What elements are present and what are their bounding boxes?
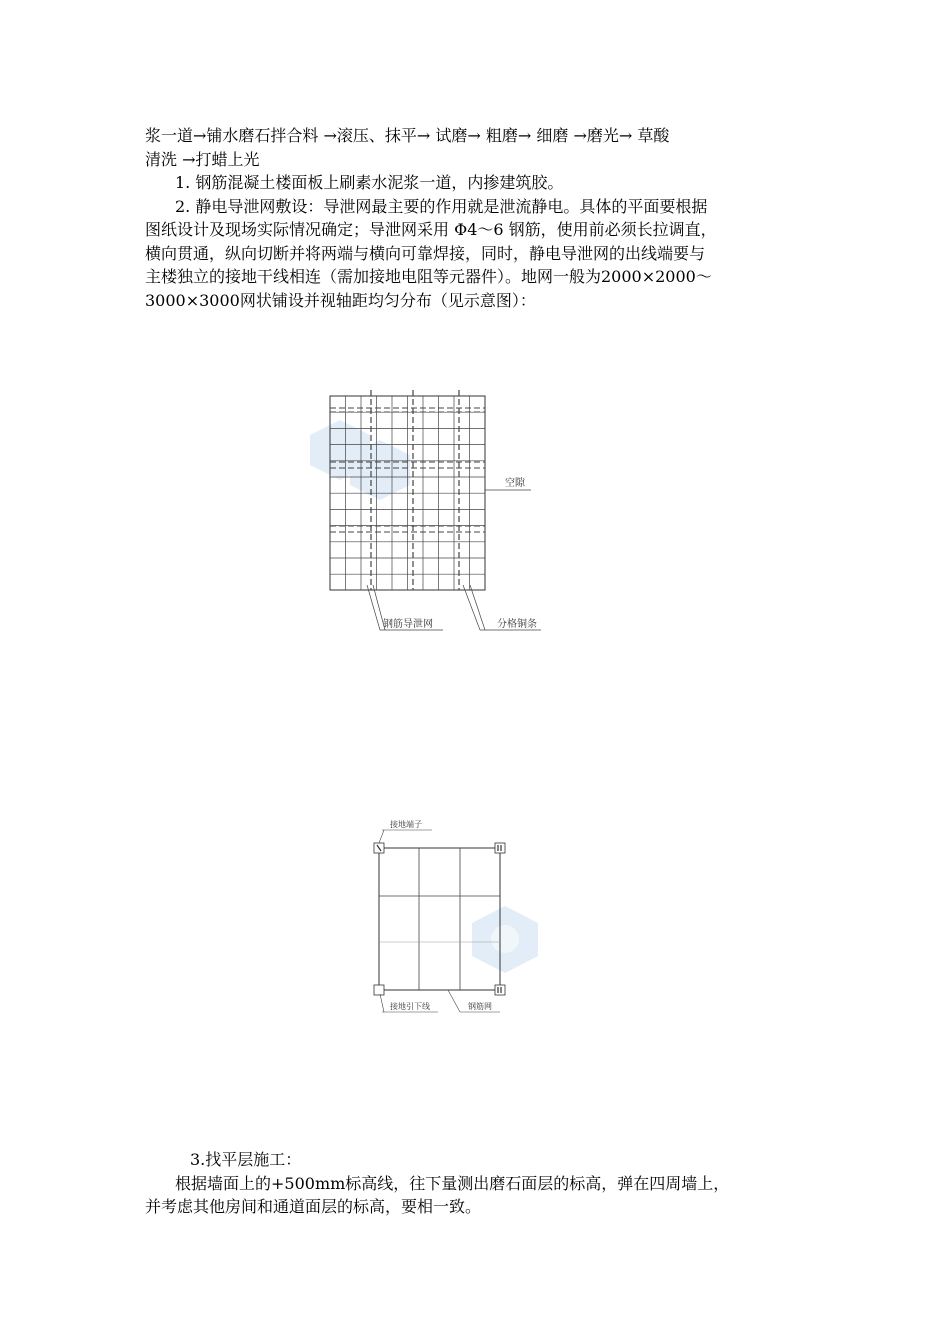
- mesh-grid: [330, 390, 485, 590]
- figure-grounding-mesh: [360, 808, 580, 1026]
- section-3-line-2: 并考虑其他房间和通道面层的标高，要相一致。: [145, 1197, 482, 1216]
- terminal-bottom-left: [374, 985, 384, 995]
- step-2-line-1: 2. 静电导泄网敷设：导泄网最主要的作用就是泄流静电。具体的平面要根据: [175, 196, 708, 216]
- section-3-line-1: 根据墙面上的+500mm标高线，往下量测出磨石面层的标高，弹在四周墙上，: [175, 1173, 730, 1193]
- step-2-line-2: 图纸设计及现场实际情况确定；导泄网采用 Φ4～6 钢筋，使用前必须长拉调直，: [145, 220, 717, 239]
- rebar-leader-1: [367, 585, 380, 630]
- step-2-line-5: 3000×3000网状铺设并视轴距均匀分布（见示意图）：: [145, 290, 536, 310]
- step-2-line-3: 横向贯通，纵向切断并将两端与横向可靠焊接，同时，静电导泄网的出线端要与: [145, 243, 706, 263]
- ground-terminal-label: 接地端子: [390, 820, 422, 829]
- ground-downlead-label: 接地引下线: [390, 1002, 430, 1011]
- rebar-net-label: 钢筋导泄网: [383, 619, 433, 630]
- paragraph-process-flow: [145, 124, 807, 312]
- section-3: [145, 1148, 807, 1219]
- terminal-leader: [379, 830, 384, 843]
- figure-conductive-mesh: [295, 380, 565, 640]
- step-2-line-4: 主楼独立的接地干线相连（需加接地电阻等元器件）。地网一般为2000×2000～: [145, 267, 712, 286]
- process-flow-line-2: 清洗 →打蜡上光: [145, 149, 260, 169]
- rebar-mesh-label: 钢筋网: [468, 1002, 492, 1011]
- watermark-icon: [472, 906, 538, 973]
- step-1-text: 1. 钢筋混凝土楼面板上刷素水泥浆一道，内掺建筑胶。: [175, 173, 564, 192]
- process-flow-line-1: 浆一道→铺水磨石拌合料 →滚压、抹平→ 试磨→ 粗磨→ 细磨 →磨光→ 草酸: [145, 126, 670, 145]
- copper-strip-label: 分格铜条: [497, 619, 537, 630]
- terminal-bottom-right: [495, 985, 505, 995]
- gap-label: 空隙: [505, 478, 525, 489]
- rebar-mesh-leader: [448, 990, 460, 1012]
- downlead-leader: [380, 994, 384, 1012]
- section-3-heading: 3.找平层施工：: [190, 1150, 302, 1169]
- terminal-top-right: [495, 843, 505, 853]
- watermark-icon: [310, 420, 410, 500]
